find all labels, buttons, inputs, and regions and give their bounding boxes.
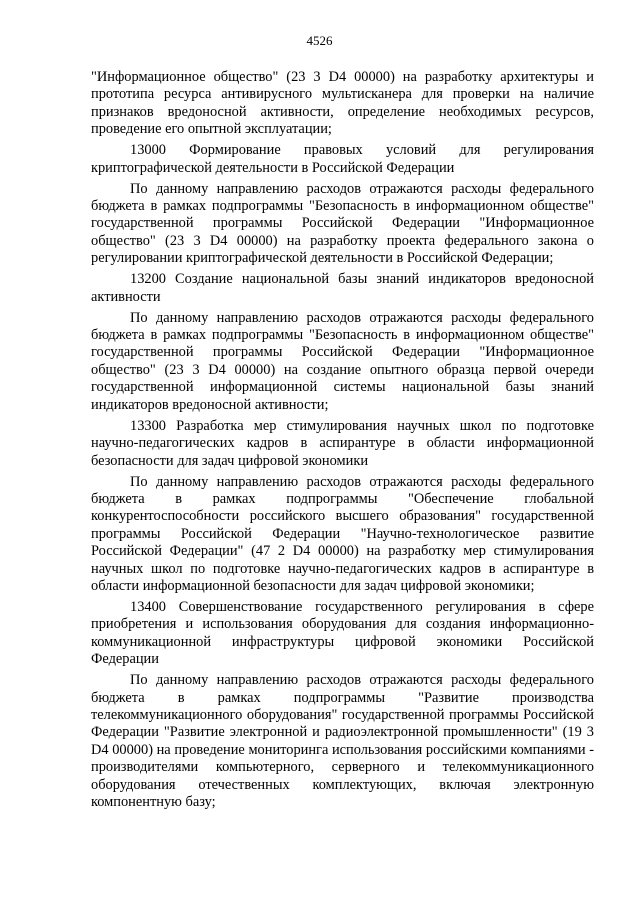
paragraph-heading-13300: 13300 Разработка мер стимулирования научных школ по подготовке научно-педагогических кадров в аспирантуре в области информационной безопасности для задач цифровой экономики: [91, 417, 594, 469]
paragraph-body: По данному направлению расходов отражаются расходы федерального бюджета в рамках подпрограммы "Безопасность в информационном обществе" государственной программы Российской Федерации "Информационное общество" (23 3 D4 00000) на разработку проекта федерального закона о регулировании криптографической деятельности в Российской Федерации;: [91, 180, 594, 267]
paragraph-heading-13000: 13000 Формирование правовых условий для регулирования криптографической деятельности в Российской Федерации: [91, 142, 594, 176]
page-number: 4526: [306, 33, 333, 48]
paragraph-body: По данному направлению расходов отражаются расходы федерального бюджета в рамках подпрограммы "Развитие производства телекоммуникационного оборудования" государственной программы Российской Федерации "Развитие электронной и радиоэлектронной промышленности" (19 3 D4 00000) на проведение мониторинга использования российскими компаниями - производителями компьютерного, серверного и телекоммуникационного оборудования отечественных комплектующих, включая электронную компонентную базу;: [91, 672, 594, 810]
paragraph-heading-13400: 13400 Совершенствование государственного регулирования в сфере приобретения и использования оборудования для создания информационно-коммуникационной инфраструктуры цифровой экономики Российской Федерации: [91, 598, 594, 668]
paragraph-heading-13200: 13200 Создание национальной базы знаний индикаторов вредоносной активности: [91, 271, 594, 305]
paragraph-body: По данному направлению расходов отражаются расходы федерального бюджета в рамках подпрограммы "Обеспечение глобальной конкурентоспособности российского высшего образования" государственной программы Российской Федерации "Научно-технологическое развитие Российской Федерации" (47 2 D4 00000) на разработку мер стимулирования научных школ по подготовке научно-педагогических кадров в аспирантуре в области информационной безопасности для задач цифровой экономики;: [91, 473, 594, 594]
paragraph-continuation: "Информационное общество" (23 3 D4 00000) на разработку архитектуры и прототипа ресурса антивирусного мультисканера для проверки на наличие признаков вредоносной активности, определение необходимых ресурсов, проведение его опытной эксплуатации;: [91, 69, 594, 138]
document-body: [91, 69, 594, 815]
paragraph-body: По данному направлению расходов отражаются расходы федерального бюджета в рамках подпрограммы "Безопасность в информационном обществе" государственной программы Российской Федерации "Информационное общество" (23 3 D4 00000) на создание опытного образца первой очереди государственной информационной системы национальной базы знаний индикаторов вредоносной активности;: [91, 309, 594, 413]
